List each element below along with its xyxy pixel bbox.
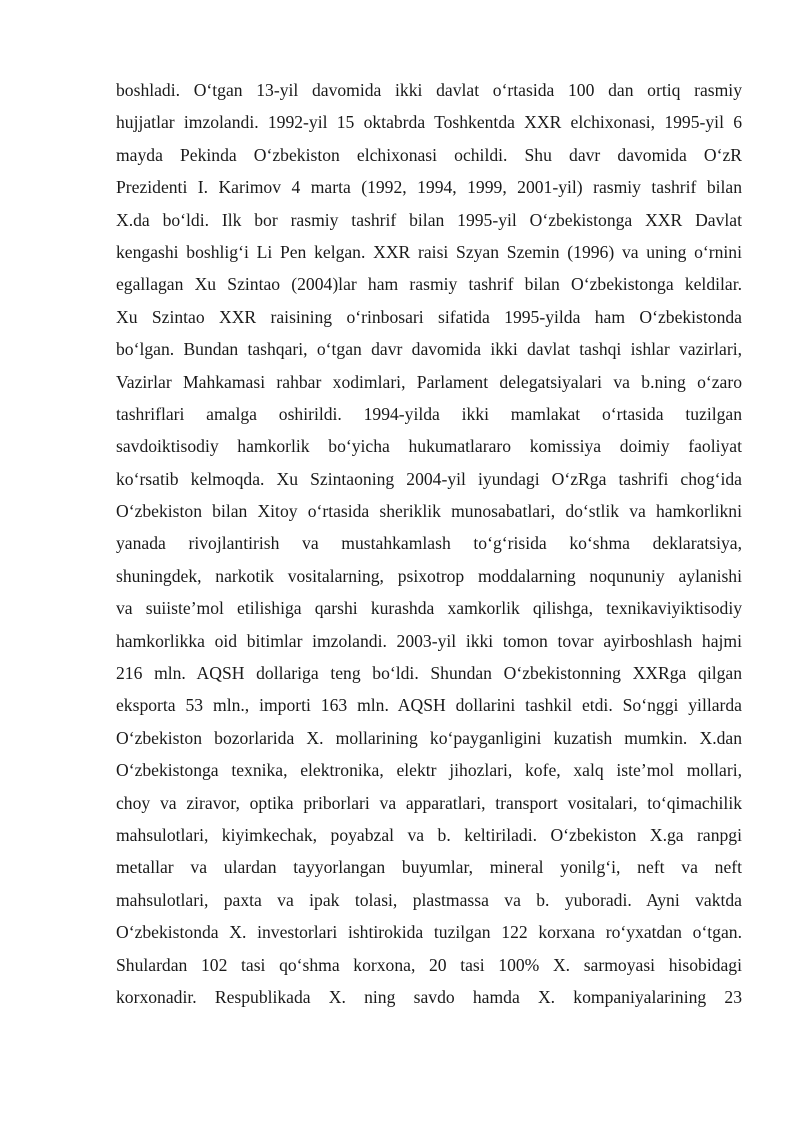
text-line: Vazirlar Mahkamasi rahbar xodimlari, Parlament delegatsiyalari va b.ning o‘zaro: [116, 371, 742, 392]
text-line: mahsulotlari, kiyimkechak, poyabzal va b. keltiriladi. O‘zbekiston X.ga ranpgi: [116, 824, 742, 845]
text-line: mayda Pekinda O‘zbekiston elchixonasi ochildi. Shu davr davomida O‘zR: [116, 144, 742, 165]
text-line: kengashi boshlig‘i Li Pen kelgan. XXR raisi Szyan Szemin (1996) va uning o‘rnini: [116, 241, 742, 262]
text-line: 216 mln. AQSH dollariga teng bo‘ldi. Shundan O‘zbekistonning XXRga qilgan: [116, 663, 742, 684]
text-line: metallar va ulardan tayyorlangan buyumlar, mineral yonilg‘i, neft va neft: [116, 857, 742, 878]
text-line: O‘zbekistonda X. investorlari ishtirokida tuzilgan 122 korxana ro‘yxatdan o‘tgan.: [116, 922, 742, 943]
text-line: korxonadir. Respublikada X. ning savdo hamda X. kompaniyalarining 23: [116, 986, 742, 1007]
text-line: va suiiste’mol etilishiga qarshi kurashda xamkorlik qilishga, texnikaviyiktisodiy: [116, 598, 742, 619]
text-line: bo‘lgan. Bundan tashqari, o‘tgan davr davomida ikki davlat tashqi ishlar vazirlari,: [116, 339, 742, 360]
text-line: tashriflari amalga oshirildi. 1994-yilda ikki mamlakat o‘rtasida tuzilgan: [116, 403, 742, 424]
text-line: O‘zbekiston bozorlarida X. mollarining ko‘payganligini kuzatish mumkin. X.dan: [116, 727, 742, 748]
text-line: O‘zbekistonga texnika, elektronika, elektr jihozlari, kofe, xalq iste’mol mollari,: [116, 760, 742, 781]
text-line: O‘zbekiston bilan Xitoy o‘rtasida sheriklik munosabatlari, do‘stlik va hamkorlikni: [116, 501, 742, 522]
body-text: [116, 74, 742, 1013]
text-line: savdoiktisodiy hamkorlik bo‘yicha hukumatlararo komissiya doimiy faoliyat: [116, 436, 742, 457]
text-line: Xu Szintao XXR raisining o‘rinbosari sifatida 1995-yilda ham O‘zbekistonda: [116, 306, 742, 327]
text-line: hujjatlar imzolandi. 1992-yil 15 oktabrda Toshkentda XXR elchixonasi, 1995-yil 6: [116, 112, 742, 133]
text-line: X.da bo‘ldi. Ilk bor rasmiy tashrif bilan 1995-yil O‘zbekistonga XXR Davlat: [116, 209, 742, 230]
text-line: ko‘rsatib kelmoqda. Xu Szintaoning 2004-yil iyundagi O‘zRga tashrifi chog‘ida: [116, 468, 742, 489]
text-line: Shulardan 102 tasi qo‘shma korxona, 20 tasi 100% X. sarmoyasi hisobidagi: [116, 954, 742, 975]
text-line: egallagan Xu Szintao (2004)lar ham rasmiy tashrif bilan O‘zbekistonga keldilar.: [116, 274, 742, 295]
text-line: shuningdek, narkotik vositalarning, psixotrop moddalarning noqununiy aylanishi: [116, 565, 742, 586]
text-line: hamkorlikka oid bitimlar imzolandi. 2003-yil ikki tomon tovar ayirboshlash hajmi: [116, 630, 742, 651]
text-line: eksporta 53 mln., importi 163 mln. AQSH dollarini tashkil etdi. So‘nggi yillarda: [116, 695, 742, 716]
text-line: choy va ziravor, optika priborlari va apparatlari, transport vositalari, to‘qimachilik: [116, 792, 742, 813]
text-line: Prezidenti I. Karimov 4 marta (1992, 1994, 1999, 2001-yil) rasmiy tashrif bilan: [116, 177, 742, 198]
text-line: boshladi. O‘tgan 13-yil davomida ikki davlat o‘rtasida 100 dan ortiq rasmiy: [116, 80, 742, 100]
text-line: yanada rivojlantirish va mustahkamlash to‘g‘risida ko‘shma deklaratsiya,: [116, 533, 742, 554]
text-line: mahsulotlari, paxta va ipak tolasi, plastmassa va b. yuboradi. Ayni vaktda: [116, 889, 742, 910]
